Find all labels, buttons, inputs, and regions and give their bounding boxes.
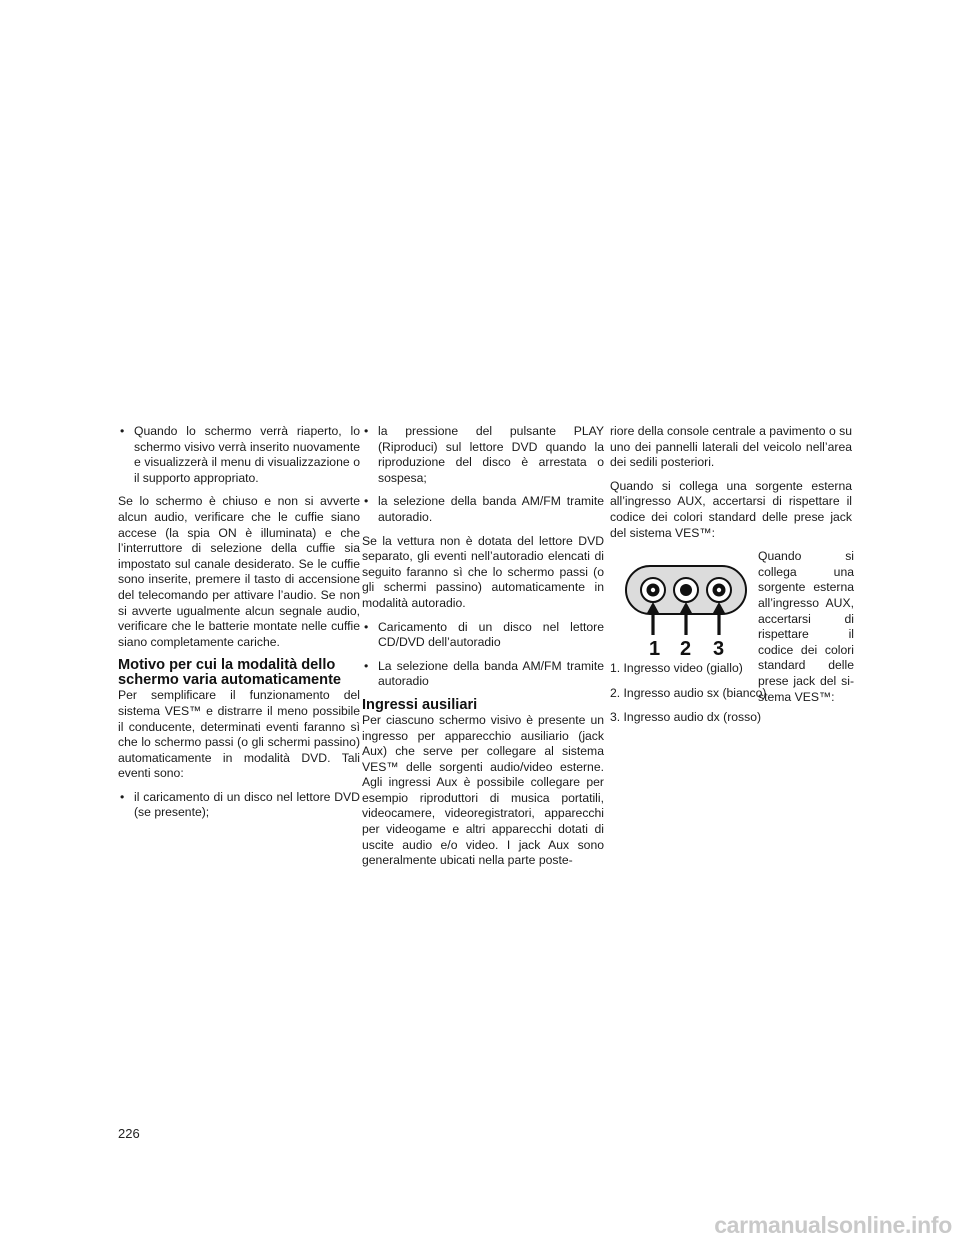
jack-video-icon — [641, 578, 665, 602]
paragraph: riore della console centrale a pavimento o su uno dei pannelli laterali del veicolo nell’area dei sedili posteriori. — [610, 424, 852, 470]
bullet-item: • la selezione della banda AM/FM tramite autoradio. — [362, 494, 604, 525]
bullet-item: • il caricamento di un disco nel lettore DVD (se presente); — [118, 790, 360, 821]
bullet-item: • la pressione del pulsante PLAY (Riproduci) sul lettore DVD quando la riproduzione del disco è arrestata o sospesa; — [362, 424, 604, 486]
paragraph: Se la vettura non è dotata del lettore DVD separato, gli eventi nell’autoradio elencati di seguito faranno sì che lo schermo passi (o gli schermi passino) automaticamente in modalità autoradio. — [362, 533, 604, 610]
figure-caption: Quando si collega una sorgente esterna all’ingresso AUX, accertarsi di rispettare il codice dei colori standard delle prese jack del sistema VES™: — [758, 549, 854, 704]
aux-jack-diagram — [616, 565, 756, 657]
page-number: 226 — [118, 1126, 140, 1141]
paragraph: Se lo schermo è chiuso e non si avverte alcun audio, verificare che le cuffie siano accese (la spia ON è illuminata) e che l’interruttore di selezione della cuffie sia impostato sul canale desiderato. Se le cuffie sono inserite, premere il tasto di accensione del telecomando per attivare l’audio. Se non si avverte ugualmente alcun segnale audio, verificare che le batterie montate nelle cuffie siano completamente cariche. — [118, 494, 360, 649]
section-heading-aux-inputs: Ingressi ausiliari — [362, 696, 478, 713]
text-column-middle — [362, 424, 604, 877]
bullet-item: • La selezione della banda AM/FM tramite autoradio — [362, 659, 604, 690]
section-heading-auto-mode — [118, 658, 360, 688]
bullet-item: • Quando lo schermo verrà riaperto, lo schermo visivo verrà inserito nuovamente e visualizzerà il menu di visualizzazione o il supporto appropriato. — [118, 424, 360, 486]
heading-line-1: Motivo per cui la modalità dello — [118, 657, 336, 674]
paragraph: Per ciascuno schermo visivo è presente un ingresso per apparecchio ausiliario (jack Aux) che serve per collegare al sistema VES™ delle sorgenti audio/video esterne. Agli ingressi Aux è possibile collegare per esempio riproduttori di musica portatili, videocamere, videoregistratori, apparecchi per videogame e altri apparecchi dotati di uscite audio e/o video. I jack Aux sono generalmente ubicati nella parte poste- — [362, 712, 604, 868]
text-column-right — [610, 424, 852, 735]
list-item: 3. Ingresso audio dx (rosso) — [610, 710, 762, 725]
heading-line-2: schermo varia automaticamente — [118, 672, 342, 689]
list-item: 1. Ingresso video (giallo) — [610, 661, 743, 676]
jack-audio-right-icon — [707, 578, 731, 602]
text-column-left — [118, 424, 360, 829]
jack-audio-left-icon — [674, 578, 698, 602]
jack-label-1: 1 — [649, 638, 661, 658]
paragraph: Per semplificare il funzionamento del sistema VES™ e distrarre il meno possibile il conducente, determinati eventi faranno sì che lo schermo passi (o gli schermi passino) automaticamente in modalità DVD. Tali eventi sono: — [118, 688, 360, 781]
jack-label-2: 2 — [680, 638, 692, 658]
jack-label-3: 3 — [713, 638, 725, 658]
list-item: 2. Ingresso audio sx (bianco) — [610, 685, 767, 700]
bullet-item: • Caricamento di un disco nel lettore CD/DVD dell’autoradio — [362, 620, 604, 651]
paragraph: Quando si collega una sorgente esterna all’ingresso AUX, accertarsi di rispettare il codice dei colori standard delle prese jack del sistema VES™: — [610, 478, 852, 540]
watermark: carmanualsonline.info — [714, 1212, 952, 1238]
